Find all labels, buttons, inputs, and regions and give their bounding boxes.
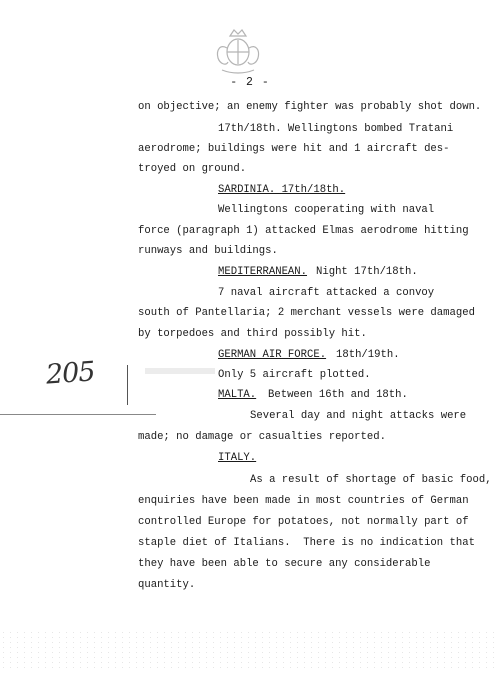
text-line: they have been able to secure any considerable [138,558,431,570]
text-line: Several day and night attacks were [250,410,467,422]
scan-noise [0,630,500,670]
text-line: Night 17th/18th. [316,266,418,278]
margin-mark [127,365,128,405]
text-line: enquiries have been made in most countries of German [138,495,469,507]
text-line: troyed on ground. [138,163,247,175]
text-line: force (paragraph 1) attacked Elmas aerodrome hitting [138,225,469,237]
section-heading-german-air-force: GERMAN AIR FORCE. [218,349,327,361]
text-line: runways and buildings. [138,245,278,257]
text-line: south of Pantellaria; 2 merchant vessels were damaged [138,307,475,319]
section-heading-mediterranean: MEDITERRANEAN. [218,266,308,278]
text-line: Only 5 aircraft plotted. [218,369,371,381]
section-heading-malta: MALTA. [218,389,257,401]
section-heading-sardinia: SARDINIA. 17th/18th. [218,184,346,196]
text-line: staple diet of Italians. There is no indication that [138,537,475,549]
text-line: As a result of shortage of basic food, [250,474,492,486]
handwritten-annotation: 205 [44,356,96,391]
royal-crest-icon [208,26,268,78]
text-line: made; no damage or casualties reported. [138,431,386,443]
text-line: 7 naval aircraft attacked a convoy [218,287,435,299]
text-line: 17th/18th. Wellingtons bombed Tratani [218,123,454,135]
text-line: controlled Europe for potatoes, not normally part of [138,516,469,528]
margin-rule [0,414,156,415]
text-line: on objective; an enemy fighter was probably shot down. [138,101,482,113]
ink-smudge [145,368,215,374]
text-line: Wellingtons cooperating with naval [218,204,435,216]
section-heading-italy: ITALY. [218,452,257,464]
text-line: Between 16th and 18th. [268,389,408,401]
text-line: aerodrome; buildings were hit and 1 aircraft des- [138,143,450,155]
text-line: 18th/19th. [336,349,400,361]
page-number: - 2 - [230,76,270,89]
text-line: by torpedoes and third possibly hit. [138,328,367,340]
text-line: quantity. [138,579,196,591]
